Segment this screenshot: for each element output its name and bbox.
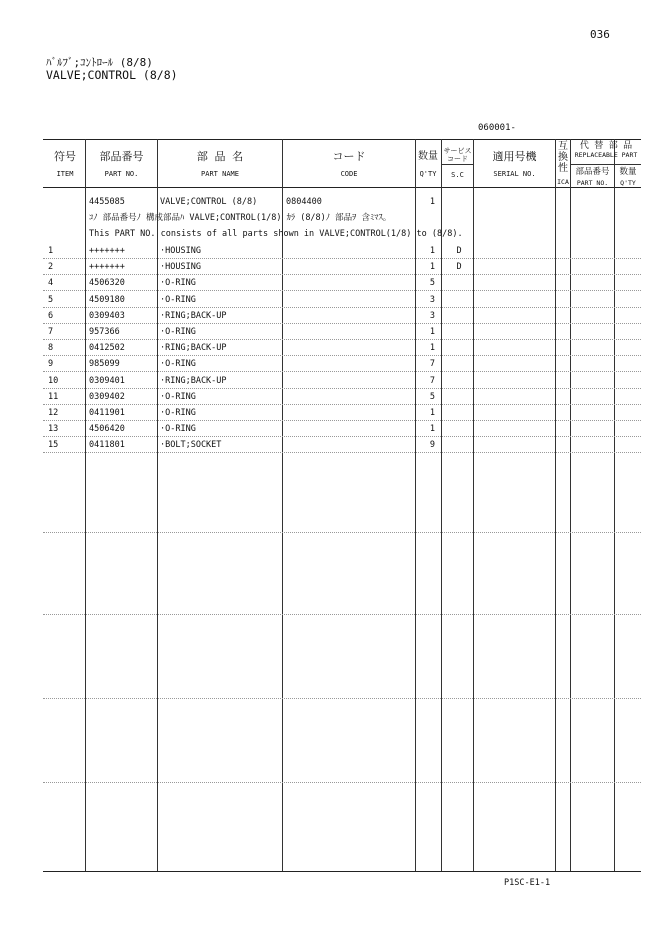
row-separator [43, 307, 641, 308]
title-japanese: ﾊﾞﾙﾌﾞ;ｺﾝﾄﾛｰﾙ (8/8) [46, 56, 153, 69]
row-part-name: ·RING;BACK-UP [160, 311, 227, 321]
header-ica-en: ICA [557, 178, 569, 186]
row-part-no: +++++++ [89, 246, 125, 256]
row-qty: 3 [429, 295, 435, 305]
row-item: 6 [48, 311, 54, 321]
footer-code: P1SC-E1-1 [504, 878, 551, 888]
header-sc-en: S.C [451, 171, 464, 179]
row-separator [43, 436, 641, 437]
assembly-part-name: VALVE;CONTROL (8/8) [160, 197, 258, 207]
row-item: 4 [48, 278, 54, 288]
serial-range: 060001- [478, 123, 516, 133]
header-qty-en: Q'TY [419, 170, 437, 178]
header-replaceable-en: REPLACEABLE PART [574, 151, 638, 159]
table-top-rule [43, 139, 641, 140]
header-sub-rule [570, 164, 641, 165]
assembly-note-en: This PART NO. consists of all parts shown in VALVE;CONTROL(1/8) to (8/8). [89, 229, 463, 239]
col-rule [441, 139, 442, 871]
row-qty: 5 [429, 278, 435, 288]
header-partno-jp: 部品番号 [99, 150, 144, 163]
header-partname-jp: 部 品 名 [196, 150, 244, 163]
header-qty-jp: 数量 [418, 151, 438, 162]
row-part-no: 0411901 [89, 408, 125, 418]
row-service-code: D [456, 246, 462, 256]
row-service-code: D [456, 262, 462, 272]
header-ica-jp: 互換性 [558, 141, 568, 174]
row-qty: 1 [429, 408, 435, 418]
row-part-no: 0309403 [89, 311, 125, 321]
col-rule [473, 139, 474, 871]
row-qty: 3 [429, 311, 435, 321]
row-part-name: ·O-RING [160, 278, 196, 288]
row-separator [43, 452, 641, 453]
row-part-name: ·O-RING [160, 424, 196, 434]
row-item: 13 [48, 424, 59, 434]
col-rule [85, 139, 86, 871]
table-bottom-rule [43, 871, 641, 872]
row-separator [43, 339, 641, 340]
row-part-name: ·BOLT;SOCKET [160, 440, 222, 450]
row-part-no: 4509180 [89, 295, 125, 305]
row-separator [43, 782, 641, 783]
row-part-no: 0309402 [89, 392, 125, 402]
header-partno-en: PART NO. [104, 170, 139, 178]
col-rule [614, 139, 615, 871]
row-qty: 7 [429, 359, 435, 369]
row-part-name: ·HOUSING [160, 262, 201, 272]
header-sub-rule [441, 164, 473, 165]
row-item: 8 [48, 343, 54, 353]
row-qty: 1 [429, 262, 435, 272]
row-part-no: 985099 [89, 359, 120, 369]
header-replaceable-jp: 代 替 部 品 [579, 141, 633, 151]
header-code-en: CODE [340, 170, 358, 178]
row-part-name: ·O-RING [160, 359, 196, 369]
header-rep-partno-en: PART NO. [576, 179, 609, 187]
row-separator [43, 404, 641, 405]
header-rep-partno-jp: 部品番号 [575, 167, 610, 177]
row-qty: 1 [429, 343, 435, 353]
row-qty: 5 [429, 392, 435, 402]
row-item: 5 [48, 295, 54, 305]
row-separator [43, 532, 641, 533]
assembly-qty: 1 [429, 197, 435, 207]
header-item-en: ITEM [56, 170, 74, 178]
row-item: 11 [48, 392, 59, 402]
row-item: 7 [48, 327, 54, 337]
row-qty: 9 [429, 440, 435, 450]
header-rep-qty-en: Q'TY [620, 179, 636, 187]
row-qty: 1 [429, 424, 435, 434]
assembly-note-jp: ｺﾉ 部品番号ﾉ 構成部品ﾊ VALVE;CONTROL(1/8) ｶﾗ (8/8)ﾉ 部品ｦ 含ﾐﾏｽ。 [89, 213, 392, 223]
row-separator [43, 355, 641, 356]
col-rule [570, 139, 571, 871]
row-item: 2 [48, 262, 54, 272]
row-item: 15 [48, 440, 59, 450]
row-part-name: ·O-RING [160, 295, 196, 305]
row-part-no: 0309401 [89, 376, 125, 386]
row-separator [43, 614, 641, 615]
row-part-name: ·O-RING [160, 327, 196, 337]
row-item: 9 [48, 359, 54, 369]
col-rule [157, 139, 158, 871]
row-part-name: ·HOUSING [160, 246, 201, 256]
col-rule [555, 139, 556, 871]
col-rule [282, 139, 283, 871]
row-separator [43, 274, 641, 275]
page-number: 036 [590, 28, 610, 41]
row-part-name: ·O-RING [160, 392, 196, 402]
header-code-jp: コード [332, 150, 366, 163]
header-rep-qty-jp: 数量 [619, 167, 637, 177]
row-part-name: ·RING;BACK-UP [160, 376, 227, 386]
title-english: VALVE;CONTROL (8/8) [46, 68, 178, 82]
row-item: 12 [48, 408, 59, 418]
row-part-no: 4506420 [89, 424, 125, 434]
row-separator [43, 258, 641, 259]
row-part-name: ·RING;BACK-UP [160, 343, 227, 353]
assembly-part-no: 4455085 [89, 197, 125, 207]
row-part-no: 0412502 [89, 343, 125, 353]
row-separator [43, 323, 641, 324]
header-bottom-rule [43, 187, 641, 188]
header-partname-en: PART NAME [201, 170, 239, 178]
row-part-name: ·O-RING [160, 408, 196, 418]
row-separator [43, 698, 641, 699]
row-separator [43, 420, 641, 421]
row-qty: 1 [429, 327, 435, 337]
header-sc-jp: サービスコード [443, 147, 472, 163]
row-separator [43, 388, 641, 389]
header-item-jp: 符号 [54, 150, 76, 163]
assembly-code: 0804400 [286, 197, 322, 207]
row-part-no: 4506320 [89, 278, 125, 288]
row-part-no: +++++++ [89, 262, 125, 272]
row-part-no: 0411801 [89, 440, 125, 450]
row-qty: 1 [429, 246, 435, 256]
row-item: 10 [48, 376, 59, 386]
header-serial-jp: 適用号機 [492, 150, 537, 163]
row-separator [43, 290, 641, 291]
row-qty: 7 [429, 376, 435, 386]
row-item: 1 [48, 246, 54, 256]
row-part-no: 957366 [89, 327, 120, 337]
row-separator [43, 371, 641, 372]
header-serial-en: SERIAL NO. [493, 170, 536, 178]
